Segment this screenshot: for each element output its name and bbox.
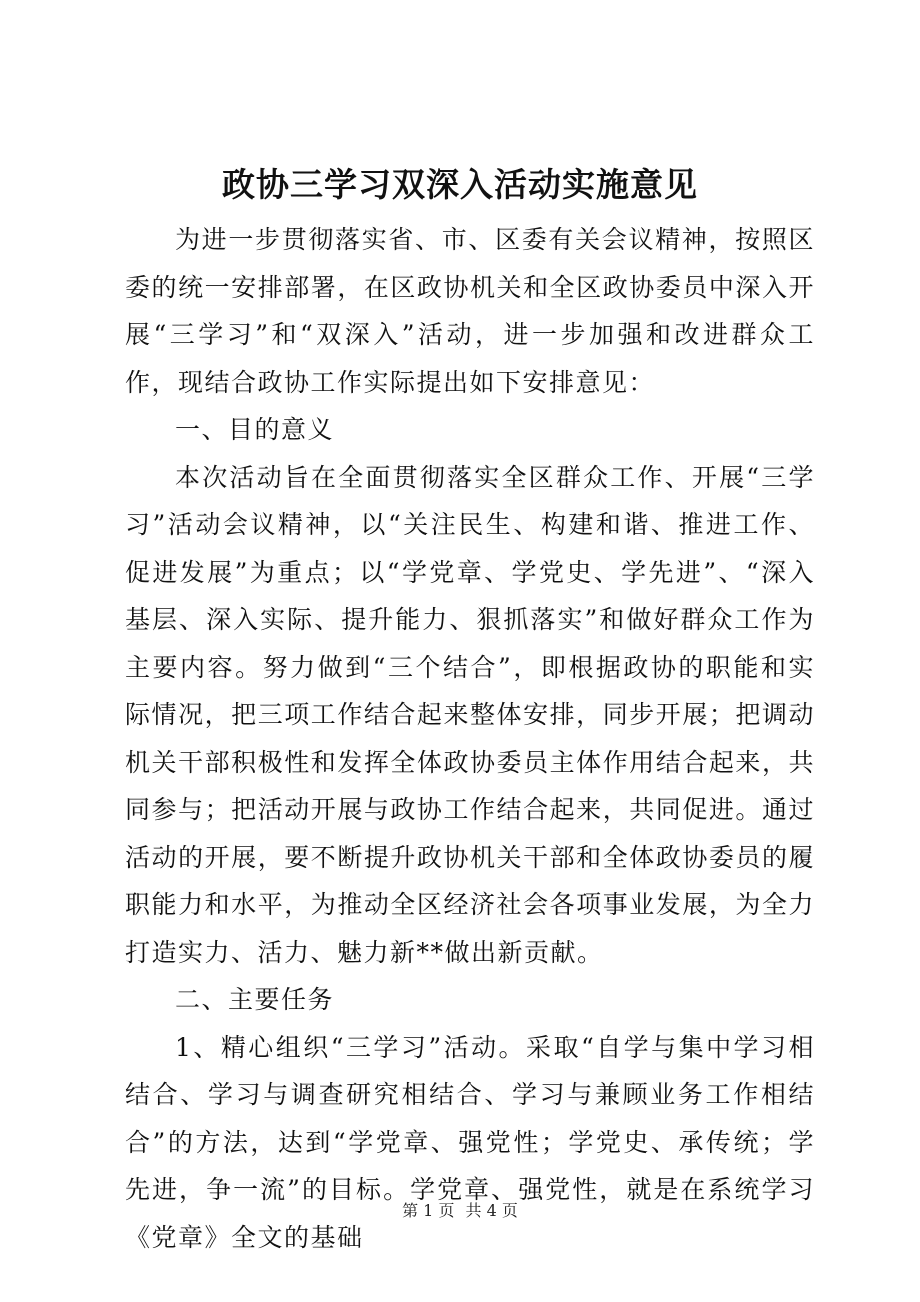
page-number: 第 1 页 [402,1201,455,1220]
task-paragraph: 1、精心组织“三学习”活动。采取“自学与集中学习相结合、学习与调查研究相结合、学习与兼顾业务工作相结合”的方法，达到“学党章、强党性；学党史、承传统；学先进，争一流”的目标。学党章、强党性，就是在系统学习《党章》全文的基础 [125,1032,815,1252]
intro-paragraph: 为进一步贯彻落实省、市、区委有关会议精神，按照区委的统一安排部署，在区政协机关和全区政协委员中深入开展“三学习”和“双深入”活动，进一步加强和改进群众工作，现结合政协工作实际提出如下安排意见： [125,225,815,397]
section-heading-tasks: 二、主要任务 [175,985,335,1014]
document-body [125,216,815,1261]
purpose-paragraph: 本次活动旨在全面贯彻落实全区群众工作、开展“三学习”活动会议精神，以“关注民生、构建和谐、推进工作、促进发展”为重点；以“学党章、学党史、学先进”、“深入基层、深入实际、提升能力、狠抓落实”和做好群众工作为主要内容。努力做到“三个结合”，即根据政协的职能和实际情况，把三项工作结合起来整体安排，同步开展；把调动机关干部积极性和发挥全体政协委员主体作用结合起来，共同参与；把活动开展与政协工作结合起来，共同促进。通过活动的开展，要不断提升政协机关干部和全体政协委员的履职能力和水平，为推动全区经济社会各项事业发展，为全力打造实力、活力、魅力新**做出新贡献。 [125,462,815,967]
page-footer [0,1199,920,1223]
section-heading-purpose: 一、目的意义 [175,415,335,444]
document-title: 政协三学习双深入活动实施意见 [222,165,698,204]
page-total: 共 4 页 [465,1201,518,1220]
